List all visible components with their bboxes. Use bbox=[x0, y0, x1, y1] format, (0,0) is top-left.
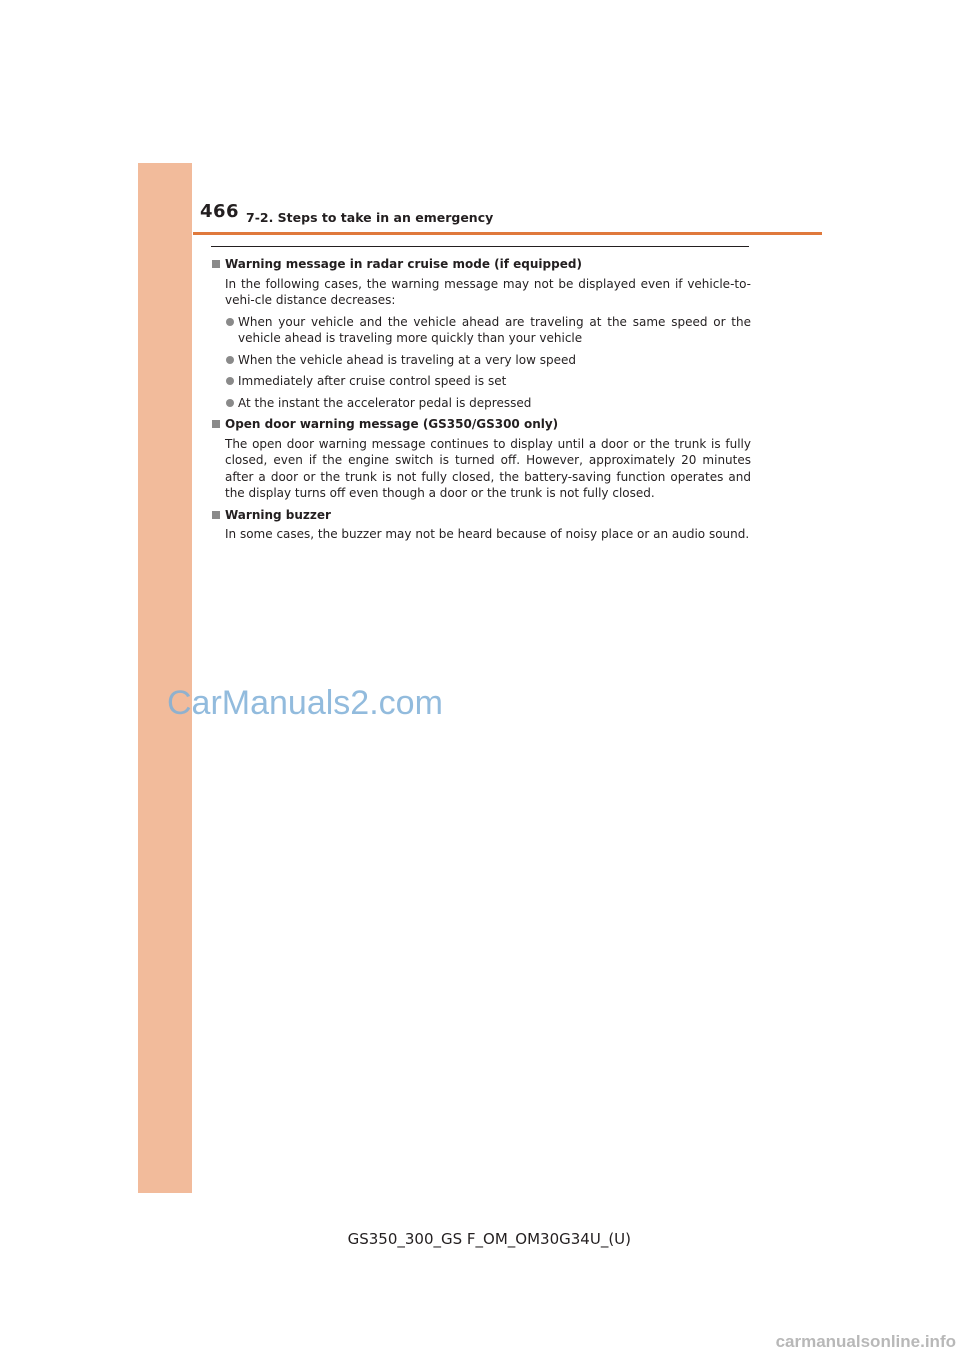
list-item-text: When your vehicle and the vehicle ahead are traveling at the same speed or the vehicle ahead is traveling more quickly than your vehicle bbox=[238, 314, 751, 345]
circle-bullet-icon bbox=[226, 377, 234, 385]
content-body bbox=[211, 256, 751, 548]
section-heading bbox=[211, 416, 751, 433]
section-heading bbox=[211, 256, 751, 273]
content-rule bbox=[211, 246, 749, 247]
side-tab-band bbox=[138, 163, 192, 1193]
watermark-logo: CarManuals2.com bbox=[167, 684, 443, 722]
list-item bbox=[211, 352, 751, 369]
section-title: Warning buzzer bbox=[225, 507, 331, 522]
square-bullet-icon bbox=[212, 420, 220, 428]
page-number: 466 bbox=[200, 201, 240, 222]
section-open-door bbox=[211, 416, 751, 502]
section-intro: In the following cases, the warning message may not be displayed even if vehicle-to-vehi-cle distance decreases: bbox=[225, 276, 751, 307]
footer-doc-code: GS350_300_GS F_OM_OM30G34U_(U) bbox=[347, 1230, 631, 1248]
list-item-text: At the instant the accelerator pedal is depressed bbox=[238, 395, 532, 410]
section-body: In some cases, the buzzer may not be heard because of noisy place or an audio sound. bbox=[225, 527, 750, 541]
square-bullet-icon bbox=[212, 511, 220, 519]
circle-bullet-icon bbox=[226, 399, 234, 407]
section-heading bbox=[211, 507, 751, 524]
circle-bullet-icon bbox=[226, 356, 234, 364]
list-item-text: Immediately after cruise control speed is set bbox=[238, 374, 507, 388]
chapter-title: 7-2. Steps to take in an emergency bbox=[246, 210, 494, 225]
section-body: The open door warning message continues to display until a door or the trunk is fully closed, even if the engine switch is turned off. However, approximately 20 minutes after a door or the trunk is not fully closed, the battery-saving function operates and the display turns off even though a door or the trunk is not fully closed. bbox=[225, 436, 751, 500]
footer-site-watermark: carmanualsonline.info bbox=[775, 1332, 956, 1351]
square-bullet-icon bbox=[212, 260, 220, 268]
section-radar-cruise bbox=[211, 256, 751, 411]
list-item bbox=[211, 373, 751, 390]
section-title: Open door warning message (GS350/GS300 only) bbox=[225, 417, 559, 431]
header-rule bbox=[193, 232, 822, 235]
circle-bullet-icon bbox=[226, 318, 234, 326]
section-warning-buzzer bbox=[211, 507, 751, 543]
list-item bbox=[211, 314, 751, 347]
list-item bbox=[211, 395, 751, 412]
list-item-text: When the vehicle ahead is traveling at a very low speed bbox=[238, 352, 576, 367]
section-title: Warning message in radar cruise mode (if equipped) bbox=[225, 257, 582, 271]
